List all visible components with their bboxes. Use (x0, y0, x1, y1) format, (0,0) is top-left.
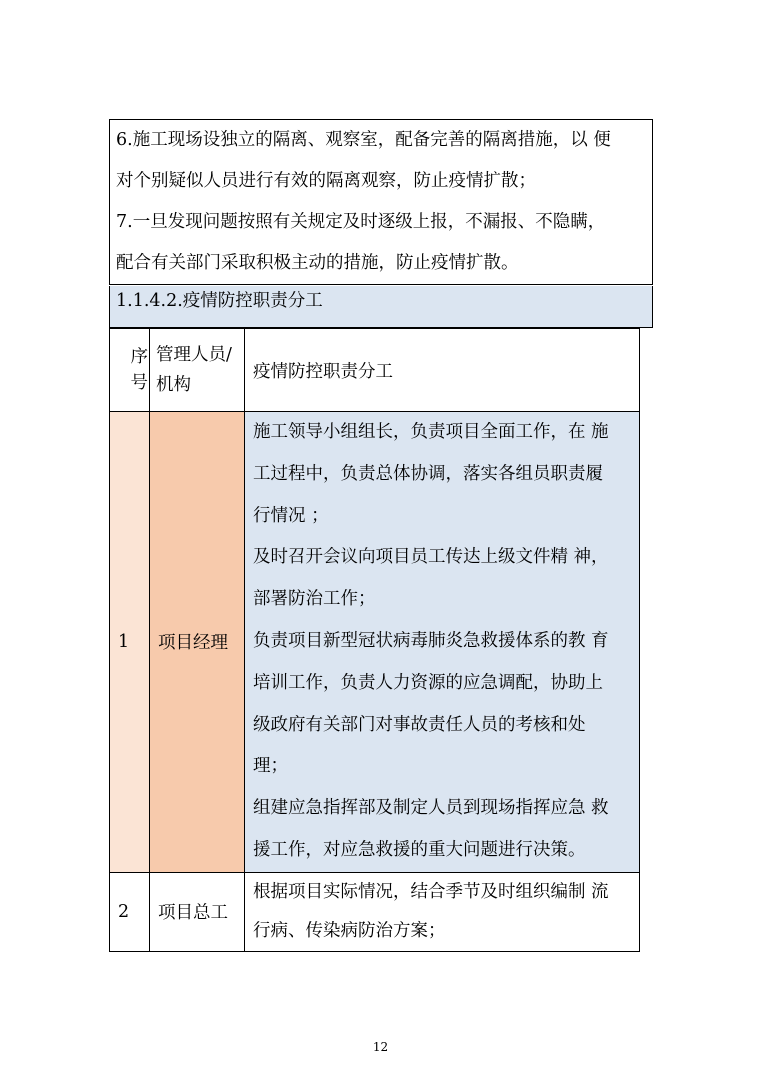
duty-line: 工过程中，负责总体协调，落实各组员职责履 (253, 463, 603, 484)
intro-line-3: 7.一旦发现问题按照有关规定及时逐级上报，不漏报、不隐瞒， (116, 212, 606, 232)
row-no: 2 (110, 872, 150, 951)
row-role: 项目经理 (150, 412, 245, 873)
duty-line: 根据项目实际情况，结合季节及时组织编制 流 (253, 881, 609, 902)
intro-text-box (109, 119, 653, 285)
duty-line: 理； (253, 756, 288, 777)
intro-line-1: 6.施工现场设独立的隔离、观察室，配备完善的隔离措施，以 便 (116, 130, 611, 150)
duty-line: 及时召开会议向项目员工传达上级文件精 神， (253, 547, 609, 568)
row-duty (245, 412, 640, 873)
duty-line: 组建应急指挥部及制定人员到现场指挥应急 救 (253, 798, 609, 819)
duty-line: 行情况 ； (253, 505, 329, 526)
duty-line: 负责项目新型冠状病毒肺炎急救援体系的教 育 (253, 630, 609, 651)
intro-line-2: 对个别疑似人员进行有效的隔离观察，防止疫情扩散； (116, 171, 536, 191)
header-role-line-2: 机构 (156, 375, 191, 395)
duty-line: 援工作，对应急救援的重大问题进行决策。 (253, 839, 586, 860)
page-number: 12 (372, 1040, 389, 1054)
duty-line: 部署防治工作； (253, 589, 376, 610)
header-no (110, 329, 150, 412)
duty-line: 培训工作，负责人力资源的应急调配，协助上 (253, 672, 603, 693)
row-duty (245, 872, 640, 951)
table-row (110, 872, 640, 951)
header-no-line-2: 号 (130, 373, 148, 393)
intro-line-4: 配合有关部门采取积极主动的措施，防止疫情扩散。 (116, 253, 519, 273)
row-role: 项目总工 (150, 872, 245, 951)
header-role (150, 329, 245, 412)
header-duty: 疫情防控职责分工 (245, 329, 640, 412)
section-heading: 1.1.4.2.疫情防控职责分工 (109, 286, 653, 328)
header-no-line-1: 序 (130, 347, 148, 367)
row-no: 1 (110, 412, 150, 873)
duty-line: 级政府有关部门对事故责任人员的考核和处 (253, 714, 586, 735)
table-row (110, 412, 640, 873)
header-role-line-1: 管理人员/ (156, 345, 232, 365)
duty-table (109, 328, 640, 952)
table-header-row (110, 329, 640, 412)
duty-line: 行病、传染病防治方案； (253, 920, 446, 941)
duty-line: 施工领导小组组长，负责项目全面工作，在 施 (253, 422, 609, 442)
